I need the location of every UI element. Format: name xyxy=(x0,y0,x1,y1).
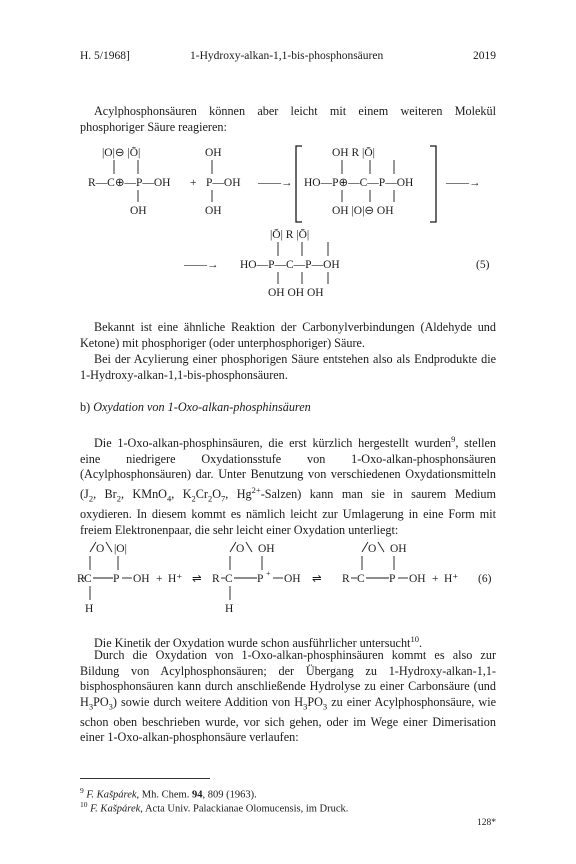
eq6-plus3: + xyxy=(432,573,439,585)
eq5-bracket-bottom: OH |O|⊖ OH xyxy=(332,205,394,217)
running-header xyxy=(80,50,496,66)
section-heading-b xyxy=(80,400,496,415)
eq5-pa-bottom-oh: OH xyxy=(205,205,222,217)
eq6-hplus1: H⁺ xyxy=(168,573,183,585)
footnote-10: $^{10}$ F. Kašpárek, Acta Univ. Palackianae Olomucensis, im Druck. xyxy=(80,800,349,815)
eq6-r2: R xyxy=(212,573,220,585)
eq5-pa-top-oh: OH xyxy=(205,147,222,159)
eq6-oh3-top: OH xyxy=(390,543,407,555)
paragraph-bildung: Durch die Oxydation von 1-Oxo-alkan-phosphinsäuren kommt es also zur Bildung von Acylphosphonsäuren; der Übergang zu 1-Hydroxy-alkan-1,1-bisphosphonsäuren kann durch anschließende Hydrolyse zu einer Carbonsäure (und $H_3PO_3$) sowie durch weitere Addition von $H_3PO_3$ zu einer Acylphosphonsäure, wie schon oben beschrieben wurde, vor sich gehen, oder im Wege einer Dimerisation einer 1-Oxo-alkan-phosphonsäure verlaufen: xyxy=(80,648,496,745)
paragraph-acylierung: Bei der Acylierung einer phosphorigen Säure entstehen also als Endprodukte die 1-Hydroxy-alkan-1,1-bis-phosphonsäuren. xyxy=(80,352,496,382)
eq5-arrow-3: ——→ xyxy=(184,259,219,271)
eq5-number: (5) xyxy=(476,259,490,271)
eq5-pa-mid: P—OH xyxy=(206,177,241,189)
eq5-arrow-2: ——→ xyxy=(446,177,481,189)
eq6-oh2: OH xyxy=(284,573,301,585)
eq6-hplus3: H⁺ xyxy=(444,573,459,585)
eq6-r3: R xyxy=(342,573,350,585)
eq5-product-top: |Ō| R |Ō| xyxy=(270,229,310,241)
eq6-oh3: OH xyxy=(409,573,426,585)
eq6-p3: P xyxy=(389,573,396,585)
paragraph-carbonyl: Bekannt ist eine ähnliche Reaktion der Carbonylverbindungen (Aldehyde und Ketone) mit phosphoriger (oder unterphosphoriger) Säure. xyxy=(80,320,496,350)
equation-6 xyxy=(77,538,500,620)
page-number: 2019 xyxy=(473,50,496,62)
eq6-number: (6) xyxy=(478,573,492,585)
eq5-product-chain: HO—P—C—P—OH xyxy=(240,259,340,271)
eq6-h1: H xyxy=(85,603,94,615)
equation-5 xyxy=(80,142,500,302)
eq6-h2: H xyxy=(225,603,234,615)
eq5-left-chain: R—C⊕—P—OH xyxy=(88,177,171,189)
eq6-o3: O xyxy=(368,543,377,555)
eq6-oh1: OH xyxy=(133,573,150,585)
eq5-bracket-chain: HO—P⊕—C—P—OH xyxy=(304,177,414,189)
footnote-separator xyxy=(80,778,210,779)
eq6-o1: O xyxy=(96,543,105,555)
eq6-p1: P xyxy=(113,573,120,585)
eq6-eq2: ⇌ xyxy=(312,573,322,585)
eq5-bracket-top: OH R |Ō| xyxy=(332,147,375,159)
eq5-plus: + xyxy=(190,177,197,189)
ref-10: 10 xyxy=(410,634,419,644)
eq6-p2: P xyxy=(257,573,264,585)
eq6-r1: R xyxy=(77,573,85,585)
eq6-plus1: + xyxy=(156,573,163,585)
eq5-product-bottom: OH OH OH xyxy=(268,287,324,299)
eq5-top-oxygens: |O|⊖ |Ō| xyxy=(102,147,141,159)
section-prefix: b) xyxy=(80,400,91,414)
eq5-arrow-1: ——→ xyxy=(258,177,293,189)
footnote-9: $^9$ F. Kašpárek, Mh. Chem. 94, 809 (1963). xyxy=(80,786,257,801)
paragraph-kinetik: Die Kinetik der Oxydation wurde schon ausführlicher untersucht$^{10}$. xyxy=(94,634,422,651)
ref-9: 9 xyxy=(451,434,456,444)
eq5-left-oh: OH xyxy=(130,205,147,217)
eq6-c1: C xyxy=(84,573,92,585)
paragraph-oxydation: Die 1-Oxo-alkan-phosphinsäuren, die erst kürzlich hergestellt wurden$^9$, stellen eine niedrigere Oxydationsstufe von 1-Oxo-alkan-phosphonsäuren (Acylphosphonsäuren) dar. Unter Benutzung von verschiedenen Oxydationsmitteln ($J_2$, $Br_2$, KMnO$_4$, $K_2Cr_2O_7$, $Hg^{2+}-Salzen$) kann man sie in saurem Medium oxydieren. In diesem kommt es nämlich leicht zur Umlagerung in eine Form mit freiem Elektronenpaar, die sehr leicht einer Oxydation unterliegt: xyxy=(80,434,496,537)
running-title: 1-Hydroxy-alkan-1,1-bis-phosphonsäuren xyxy=(190,50,384,62)
eq6-eq1: ⇌ xyxy=(192,573,202,585)
section-title: Oxydation von 1-Oxo-alkan-phosphinsäuren xyxy=(93,400,311,414)
eq6-c2: C xyxy=(225,573,233,585)
intro-paragraph: Acylphosphonsäuren können aber leicht mit einem weiteren Molekül phosphoriger Säure reagieren: xyxy=(80,104,496,134)
journal-issue: H. 5/1968] xyxy=(80,50,130,62)
eq6-oh2-top: OH xyxy=(258,543,275,555)
signature-mark: 128* xyxy=(477,818,496,828)
eq6-plus-charge: + xyxy=(266,569,271,578)
eq6-o2: O xyxy=(236,543,245,555)
eq6-ob1: |O| xyxy=(114,543,127,555)
eq6-c3: C xyxy=(357,573,365,585)
